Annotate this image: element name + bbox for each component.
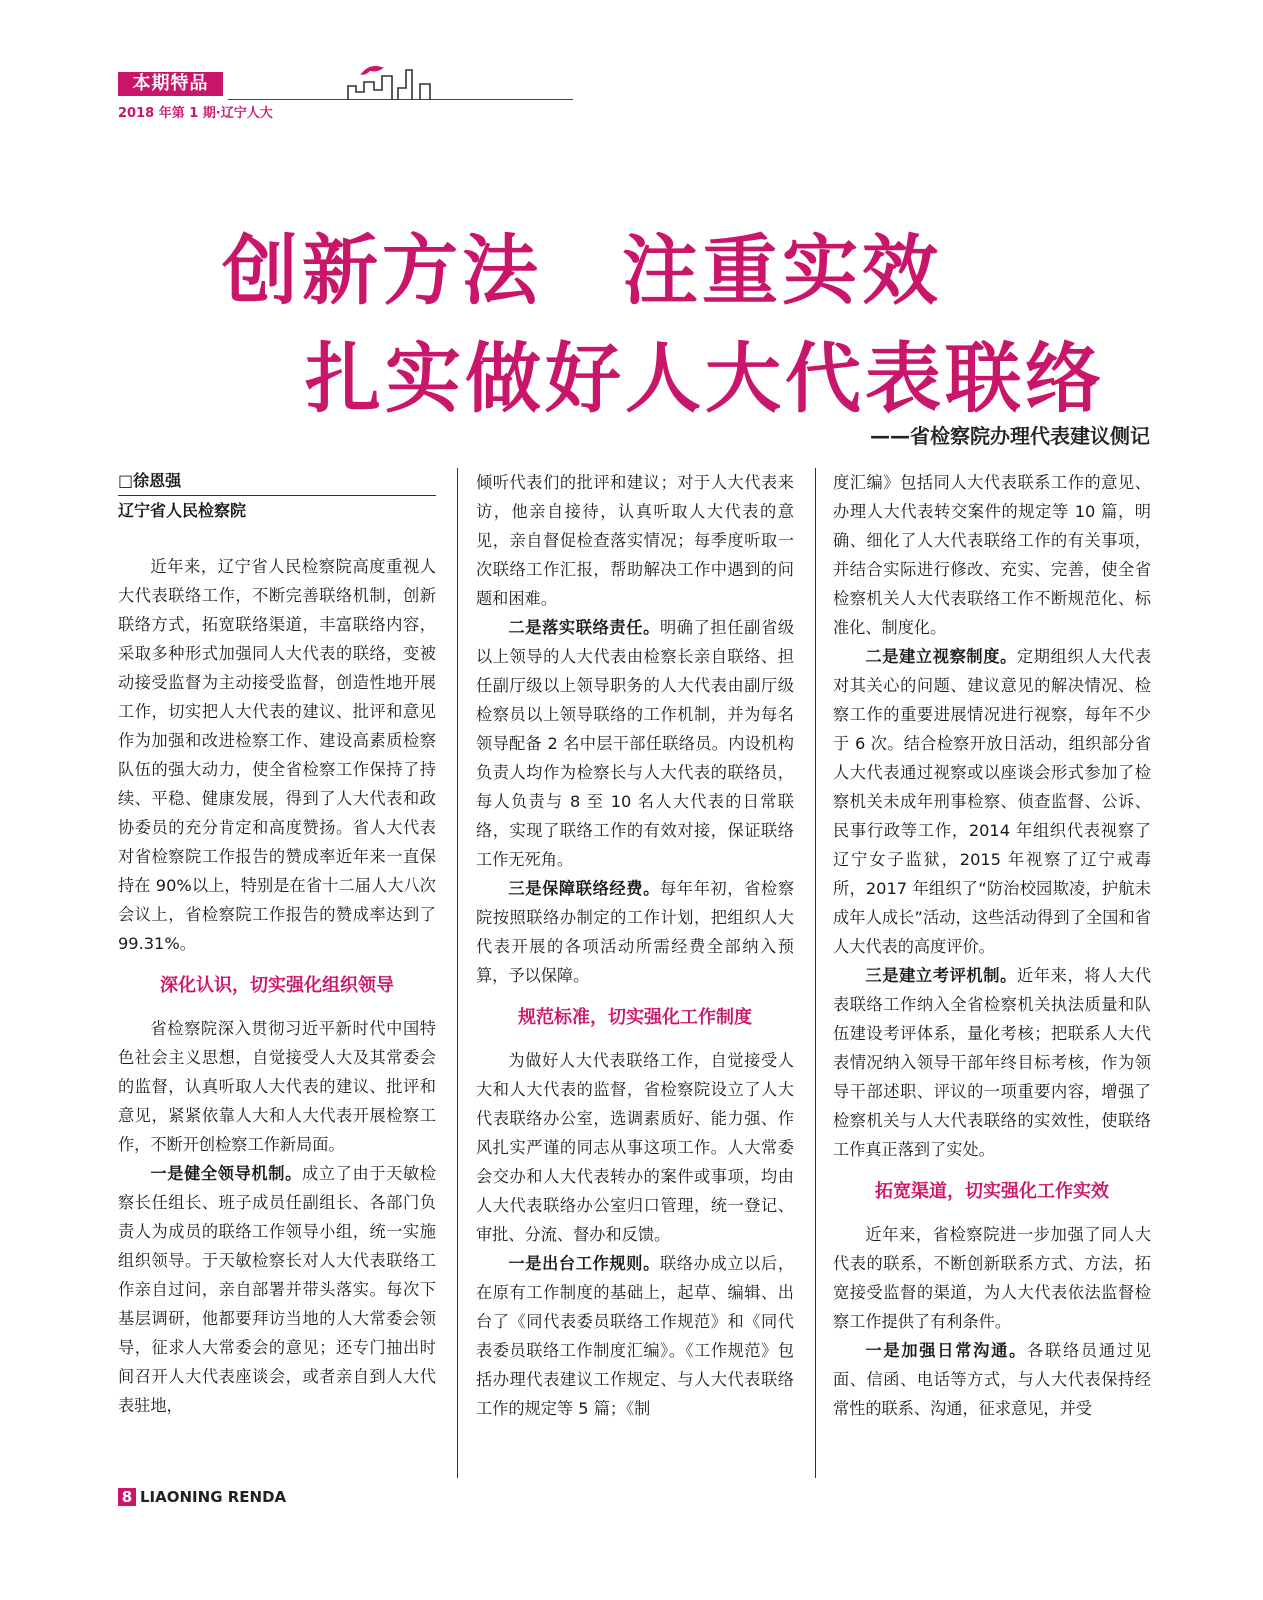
paragraph-body: 联络办成立以后，在原有工作制度的基础上，起草、编辑、出台了《同代表委员联络工作规范》和《同代表委员联络工作制度汇编》。《工作规范》包括办理代表建议工作规定、与人大代表联络工作的规定等 5 篇；《制 (476, 1254, 795, 1418)
article-column-2 (476, 468, 794, 1423)
paragraph: 省检察院深入贯彻习近平新时代中国特色社会主义思想，自觉接受人大及其常委会的监督，认真听取人大代表的建议、批评和意见，紧紧依靠人大和人大代表开展检察工作，不断开创检察工作新局面。 (118, 1019, 436, 1154)
author-organization: 辽宁省人民检察院 (118, 501, 247, 520)
paragraph (476, 874, 794, 990)
paragraph: 为做好人大代表联络工作，自觉接受人大和人大代表的监督，省检察院设立了人大代表联络办公室，选调素质好、能力强、作风扎实严谨的同志从事这项工作。人大常委会交办和人大代表转办的案件或事项，均由人大代表联络办公室归口管理，统一登记、审批、分流、督办和反馈。 (476, 1051, 794, 1244)
paragraph-body: 近年来，将人大代表联络工作纳入全省检察机关执法质量和队伍建设考评体系，量化考核；把联系人大代表情况纳入领导干部年终目标考核，作为领导干部述职、评议的一项重要内容，增强了检察机关与人大代表联络的实效性，使联络工作真正落到了实处。 (833, 966, 1152, 1159)
author: □徐恩强 (118, 471, 182, 490)
paragraph-body: 定期组织人大代表对其关心的问题、建议意见的解决情况、检察工作的重要进展情况进行视察，每年不少于 6 次。结合检察开放日活动，组织部分省人大代表通过视察或以座谈会形式参加了检察机关未成年刑事检察、侦查监督、公诉、民事行政等工作，2014 年组织代表视察了辽宁女子监狱，2015 年视察了辽宁戒毒所，2017 年组织了“防治校园欺凌，护航未成年人成长”活动，这些活动得到了全国和省人大代表的高度评价。 (833, 647, 1152, 956)
headline-line-1: 创新方法 注重实效 (222, 226, 942, 315)
section-tag: 本期特品 (118, 72, 223, 96)
paragraph-lead: 三是建立考评机制。 (865, 966, 1017, 985)
paragraph-body: 每年年初，省检察院按照联络办制定的工作计划，把组织人大代表开展的各项活动所需经费全部纳入预算，予以保障。 (476, 879, 795, 985)
magazine-name: LIAONING RENDA (140, 1488, 287, 1506)
skyline-logo-icon (346, 62, 576, 102)
section-heading: 深化认识，切实强化组织领导 (160, 975, 394, 996)
paragraph-body: 各联络员通过见面、信函、电话等方式，与人大代表保持经常性的联系、沟通，征求意见，并受 (833, 1341, 1152, 1418)
page-number: 8 (118, 1488, 136, 1506)
article-column-3 (833, 468, 1151, 1423)
issue-line: 2018 年第 1 期·辽宁人大 (118, 106, 273, 121)
paragraph (476, 1249, 794, 1423)
paragraph: 度汇编》包括同人大代表联系工作的意见、办理人大代表转交案件的规定等 10 篇，明确、细化了人大代表联络工作的有关事项，并结合实际进行修改、充实、完善，使全省检察机关人大代表联络工作不断规范化、标准化、制度化。 (833, 473, 1151, 637)
headline-line-2: 扎实做好人大代表联络 (305, 334, 1105, 423)
paragraph-body: 成立了由于天敏检察长任组长、班子成员任副组长、各部门负责人为成员的联络工作领导小组，统一实施组织领导。于天敏检察长对人大代表联络工作亲自过问，亲自部署并带头落实。每次下基层调研，他都要拜访当地的人大常委会领导，征求人大常委会的意见；还专门抽出时间召开人大代表座谈会，或者亲自到人大代表驻地， (118, 1164, 437, 1415)
paragraph: 倾听代表们的批评和建议；对于人大代表来访，他亲自接待，认真听取人大代表的意见，亲自督促检查落实情况；每季度听取一次联络工作汇报，帮助解决工作中遇到的问题和困难。 (476, 473, 794, 608)
headline-subtitle: ——省检察院办理代表建议侧记 (870, 424, 1150, 448)
paragraph-lead: 二是落实联络责任。 (508, 618, 660, 637)
column-divider (457, 468, 458, 1478)
paragraph (476, 613, 794, 874)
section-heading: 规范标准，切实强化工作制度 (518, 1007, 752, 1028)
section-heading: 拓宽渠道，切实强化工作实效 (875, 1181, 1109, 1202)
paragraph-lead: 一是加强日常沟通。 (865, 1341, 1028, 1360)
paragraph (118, 1159, 436, 1420)
column-divider (815, 468, 816, 1478)
page-footer (118, 1488, 286, 1506)
paragraph: 近年来，辽宁省人民检察院高度重视人大代表联络工作，不断完善联络机制，创新联络方式，拓宽联络渠道，丰富联络内容，采取多种形式加强同人大代表的联络，变被动接受监督为主动接受监督，创造性地开展工作，切实把人大代表的建议、批评和意见作为加强和改进检察工作、建设高素质检察队伍的强大动力，使全省检察工作保持了持续、平稳、健康发展，得到了人大代表和政协委员的充分肯定和高度赞扬。省人大代表对省检察院工作报告的赞成率近年来一直保持在 90%以上，特别是在省十二届人大八次会议上，省检察院工作报告的赞成率达到了 99.31%。 (118, 557, 436, 953)
byline-rule (118, 495, 436, 496)
paragraph-body: 明确了担任副省级以上领导的人大代表由检察长亲自联络、担任副厅级以上领导职务的人大代表由副厅级检察员以上领导联络的工作机制，并为每名领导配备 2 名中层干部任联络员。内设机构负责人均作为检察长与人大代表的联络员，每人负责与 8 至 10 名人大代表的日常联络，实现了联络工作的有效对接，保证联络工作无死角。 (476, 618, 795, 869)
paragraph-lead: 三是保障联络经费。 (508, 879, 660, 898)
paragraph-lead: 一是健全领导机制。 (150, 1164, 302, 1183)
paragraph: 近年来，省检察院进一步加强了同人大代表的联系，不断创新联系方式、方法，拓宽接受监督的渠道，为人大代表依法监督检察工作提供了有利条件。 (833, 1225, 1151, 1331)
article-column-1 (118, 468, 436, 1420)
paragraph (833, 642, 1151, 961)
paragraph-lead: 一是出台工作规则。 (508, 1254, 660, 1273)
paragraph (833, 1336, 1151, 1423)
paragraph (833, 961, 1151, 1164)
paragraph-lead: 二是建立视察制度。 (865, 647, 1017, 666)
